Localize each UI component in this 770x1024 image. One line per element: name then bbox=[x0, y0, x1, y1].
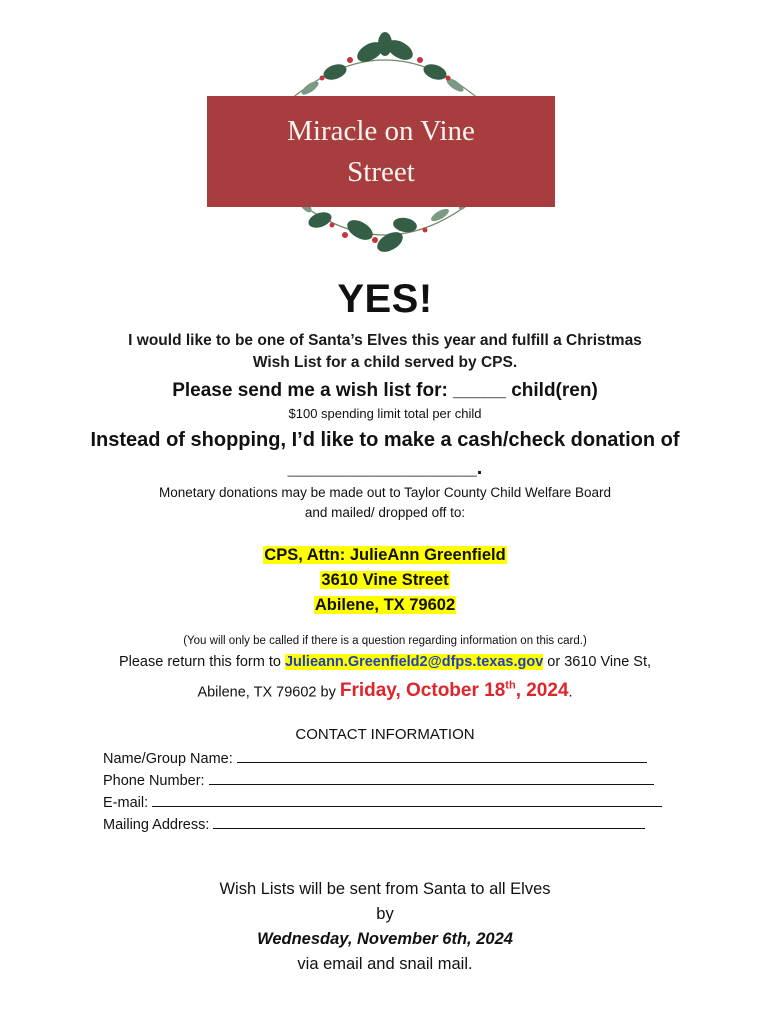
email-link[interactable]: Julieann.Greenfield2@dfps.texas.gov bbox=[284, 654, 544, 670]
wishlist-request: Please send me a wish list for: _____ child(ren) bbox=[172, 380, 598, 401]
deadline-main: Friday, October 18 bbox=[339, 680, 506, 702]
return-line2-suffix: . bbox=[568, 684, 573, 701]
intro-line-2: Wish List for a child served by CPS. bbox=[252, 354, 518, 371]
deadline-ordinal: th bbox=[505, 680, 516, 692]
name-group-label: Name/Group Name: bbox=[103, 751, 237, 767]
phone-number-label: Phone Number: bbox=[103, 773, 209, 789]
closing-note bbox=[0, 877, 770, 977]
phone-number-blank[interactable] bbox=[209, 770, 654, 785]
yes-heading: YES! bbox=[337, 277, 433, 321]
mailing-address-block bbox=[0, 543, 770, 618]
return-prefix: Please return this form to bbox=[118, 654, 285, 670]
address-line-1: CPS, Attn: JulieAnn Greenfield bbox=[264, 546, 506, 564]
address-line-3: Abilene, TX 79602 bbox=[314, 596, 456, 614]
monetary-line-2: and mailed/ dropped off to: bbox=[304, 505, 466, 520]
phone-number-field[interactable] bbox=[103, 770, 669, 792]
monetary-note bbox=[0, 483, 770, 523]
email-blank[interactable] bbox=[152, 792, 662, 807]
donation-text bbox=[0, 426, 770, 482]
banner-title: Miracle on Vine Street bbox=[287, 114, 475, 188]
monetary-line-1: Monetary donations may be made out to Taylor County Child Welfare Board bbox=[159, 485, 611, 500]
mailing-address-blank[interactable] bbox=[213, 814, 645, 829]
closing-line2-suffix: via email and snail mail. bbox=[297, 955, 473, 973]
return-line2-prefix: Abilene, TX 79602 by bbox=[197, 684, 340, 701]
mailing-address-field[interactable] bbox=[103, 814, 669, 836]
email-field[interactable] bbox=[103, 792, 669, 814]
donation-line-1: Instead of shopping, I’d like to make a cash/check donation of bbox=[90, 429, 680, 451]
intro-text bbox=[0, 330, 770, 374]
closing-date: Wednesday, November 6th, 2024 bbox=[257, 930, 513, 948]
email-label: E-mail: bbox=[103, 795, 153, 811]
name-group-field[interactable] bbox=[103, 748, 669, 770]
closing-line-1: Wish Lists will be sent from Santa to all Elves bbox=[219, 880, 551, 898]
return-instructions-line-2 bbox=[0, 672, 770, 706]
closing-line2-prefix: by bbox=[376, 905, 394, 923]
contact-title: CONTACT INFORMATION bbox=[295, 726, 475, 743]
call-note: (You will only be called if there is a question regarding information on this card.) bbox=[183, 635, 587, 647]
spending-limit: $100 spending limit total per child bbox=[288, 406, 482, 421]
donation-line-2: _________________. bbox=[287, 457, 483, 479]
mailing-address-label: Mailing Address: bbox=[103, 817, 214, 833]
deadline-year: , 2024 bbox=[515, 680, 569, 702]
address-line-2: 3610 Vine Street bbox=[321, 571, 449, 589]
title-banner bbox=[207, 96, 555, 207]
return-instructions-line-1 bbox=[0, 651, 770, 673]
name-group-blank[interactable] bbox=[237, 748, 647, 763]
intro-line-1: I would like to be one of Santa’s Elves this year and fulfill a Christmas bbox=[128, 332, 642, 349]
closing-line-2 bbox=[0, 902, 770, 977]
deadline-date bbox=[340, 680, 569, 701]
return-suffix: or 3610 Vine St, bbox=[543, 654, 652, 670]
